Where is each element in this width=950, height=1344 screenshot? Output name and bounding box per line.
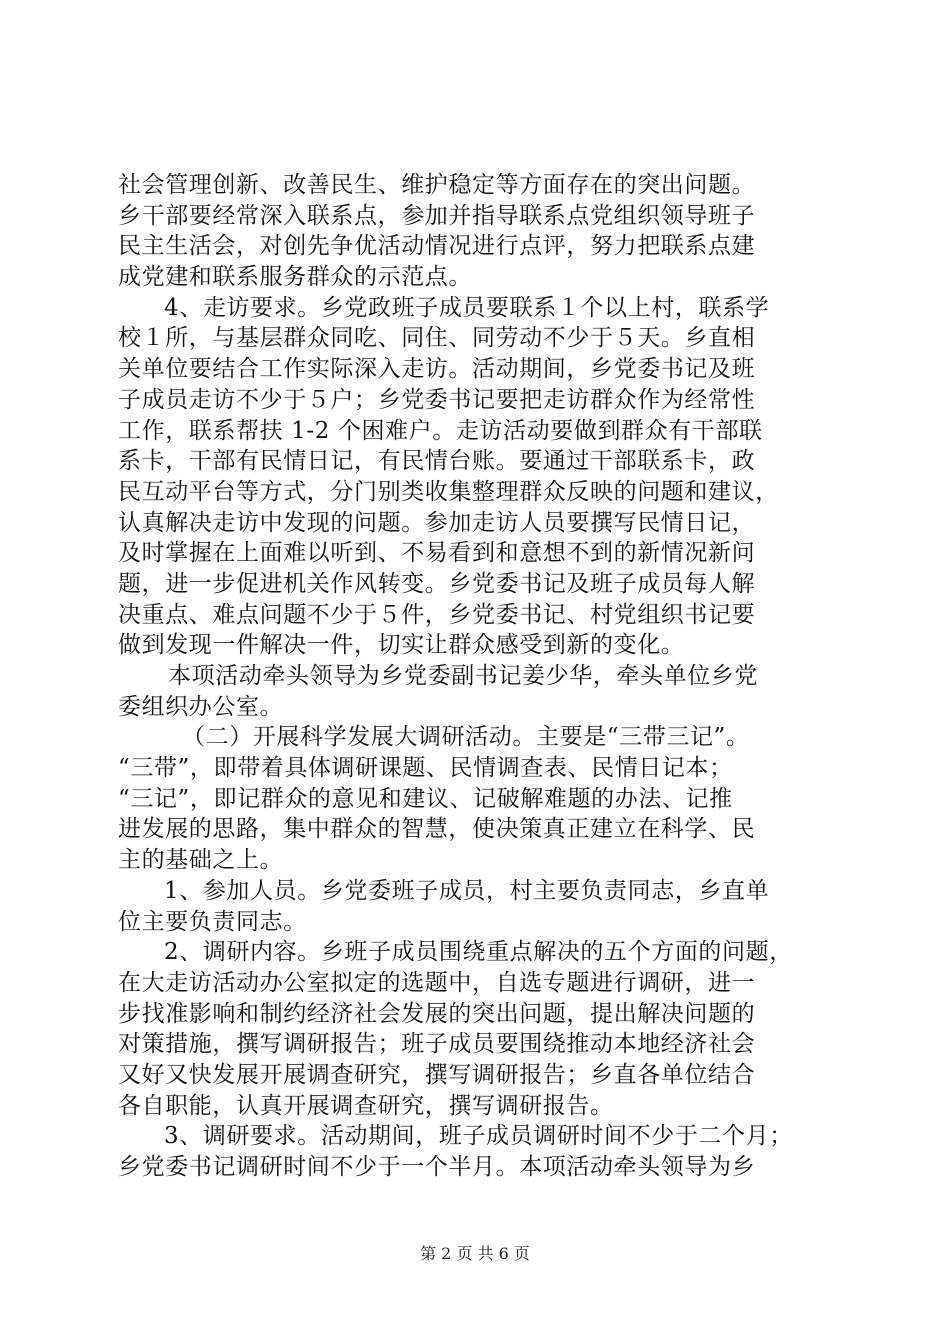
text-line: 委组织办公室。 — [118, 693, 284, 720]
text-line: 题，进一步促进机关作风转变。乡党委书记及班子成员每人解 — [118, 570, 756, 597]
text-line: “三记”，即记群众的意见和建议、记破解难题的办法、记推 — [118, 785, 733, 812]
paragraph-start-line: 2、调研内容。乡班子成员围绕重点解决的五个方面的问题， — [164, 939, 793, 966]
text-line: 又好又快发展开展调查研究，撰写调研报告；乡直各单位结合 — [118, 1061, 756, 1088]
text-line: 子成员走访不少于５户；乡党委书记要把走访群众作为经常性 — [118, 386, 756, 413]
document-body — [118, 170, 834, 1183]
paragraph-start-line: 1、参加人员。乡党委班子成员，村主要负责同志，乡直单 — [164, 877, 770, 904]
text-line: 乡党委书记调研时间不少于一个半月。本项活动牵头领导为乡 — [118, 1154, 756, 1180]
text-line: 社会管理创新、改善民生、维护稳定等方面存在的突出问题。 — [118, 172, 756, 198]
paragraph-start-line: 4、走访要求。乡党政班子成员要联系１个以上村，联系学 — [164, 294, 770, 321]
text-line: 进发展的思路，集中群众的智慧，使决策真正建立在科学、民 — [118, 816, 756, 843]
text-line: 民互动平台等方式，分门别类收集整理群众反映的问题和建议， — [118, 478, 779, 505]
text-line: 乡干部要经常深入联系点，参加并指导联系点党组织领导班子 — [118, 202, 756, 229]
text-line: 各自职能，认真开展调查研究，撰写调研报告。 — [118, 1092, 614, 1119]
text-line: “三带”，即带着具体调研课题、民情调查表、民情日记本； — [118, 755, 733, 782]
text-line: 校１所，与基层群众同吃、同住、同劳动不少于５天。乡直相 — [118, 325, 756, 352]
text-line: 系卡，干部有民情日记，有民情台账。要通过干部联系卡，政 — [118, 448, 756, 475]
text-line: 做到发现一件解决一件，切实让群众感受到新的变化。 — [118, 632, 685, 659]
text-line: 步找准影响和制约经济社会发展的突出问题，提出解决问题的 — [118, 1000, 756, 1027]
text-line: 成党建和联系服务群众的示范点。 — [118, 264, 472, 291]
text-line: 在大走访活动办公室拟定的选题中，自选专题进行调研，进一 — [118, 969, 756, 996]
page-number-footer: 第 2 页 共 6 页 — [420, 1244, 530, 1263]
text-line: 关单位要结合工作实际深入走访。活动期间，乡党委书记及班 — [118, 356, 756, 383]
text-line: 及时掌握在上面难以听到、不易看到和意想不到的新情况新问 — [118, 540, 756, 567]
paragraph-start-line: 本项活动牵头领导为乡党委副书记姜少华，牵头单位乡党 — [168, 663, 758, 689]
text-line: 主的基础之上。 — [118, 847, 284, 874]
text-line: 对策措施，撰写调研报告；班子成员要围绕推动本地经济社会 — [118, 1031, 756, 1058]
paragraph-start-line: 3、调研要求。活动期间，班子成员调研时间不少于二个月； — [164, 1123, 793, 1150]
text-line: 决重点、难点问题不少于５件，乡党委书记、村党组织书记要 — [118, 601, 756, 628]
section-heading-line: （二）开展科学发展大调研活动。主要是“三带三记”。 — [182, 724, 750, 751]
text-line: 工作，联系帮扶 1-2 个困难户。走访活动要做到群众有干部联 — [118, 417, 763, 444]
text-line: 民主生活会，对创先争优活动情况进行点评，努力把联系点建 — [118, 233, 756, 260]
text-line: 位主要负责同志。 — [118, 908, 307, 935]
text-line: 认真解决走访中发现的问题。参加走访人员要撰写民情日记， — [118, 509, 756, 536]
